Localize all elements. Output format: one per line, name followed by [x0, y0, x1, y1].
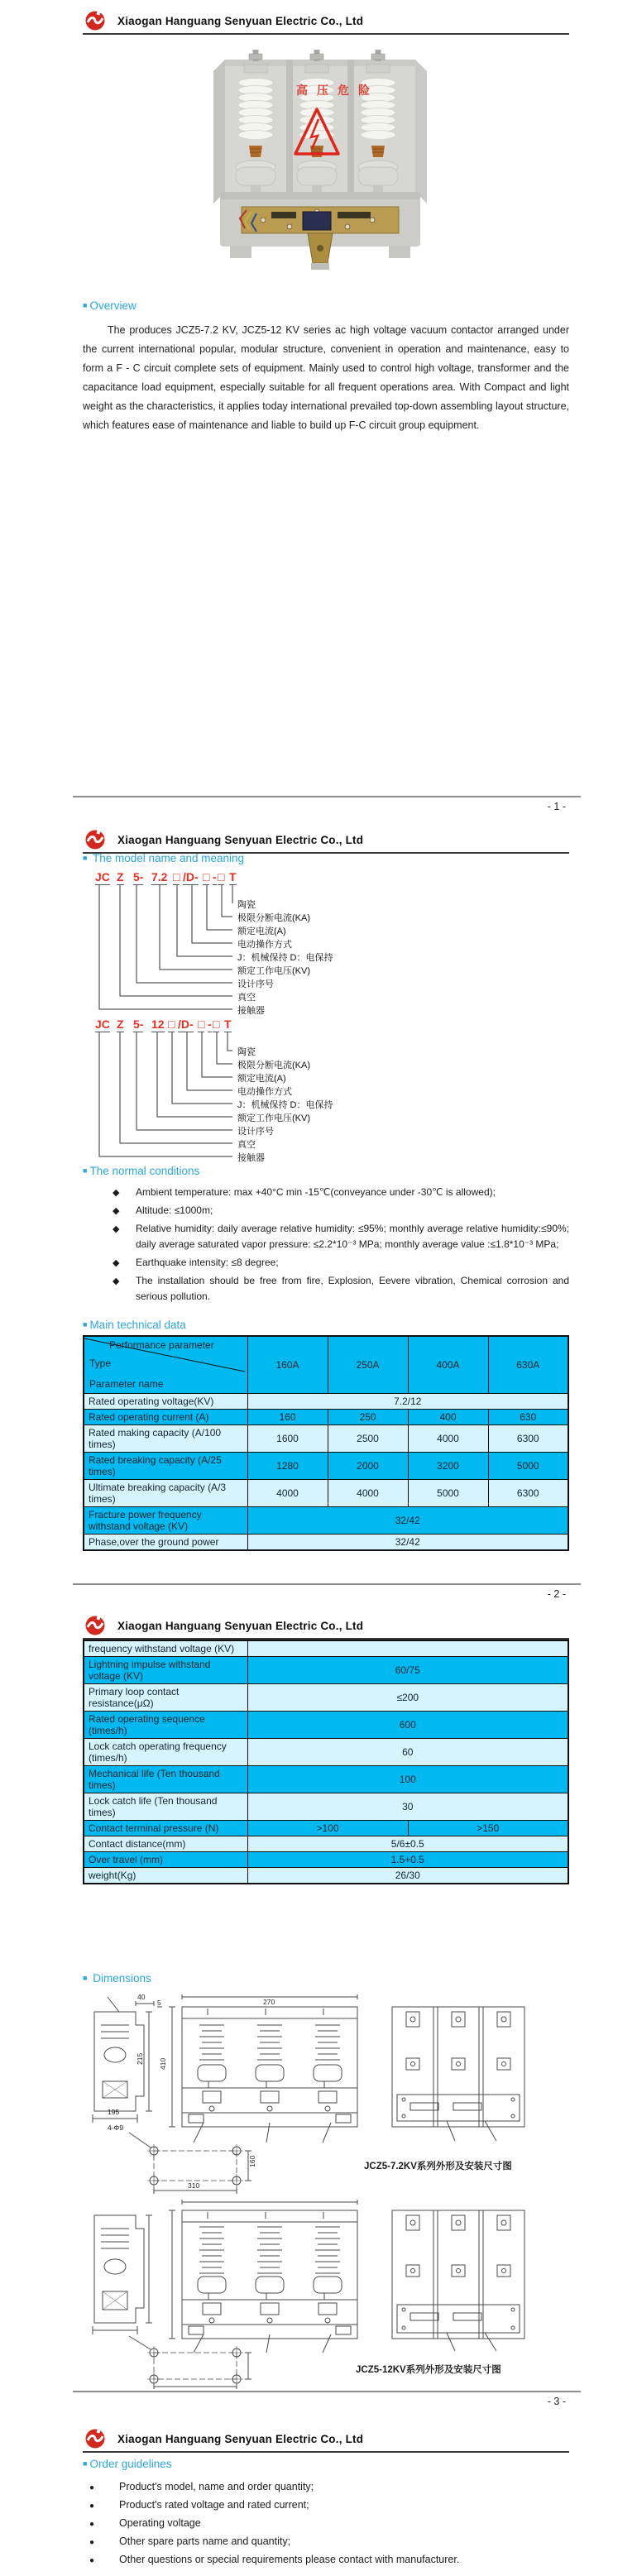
model-meaning-label: J：机械保持 D：电保持 [237, 1100, 333, 1110]
bullet-icon: ◆ [113, 1188, 120, 1198]
row-label: Rated operating voltage(KV) [84, 1394, 247, 1410]
section-marker-icon: ■ [83, 854, 88, 862]
model-meaning-label: 额定电流(A) [237, 926, 286, 936]
cell-value: 32/42 [247, 1507, 568, 1535]
table-row [84, 1657, 568, 1684]
row-label: frequency withstand voltage (KV) [84, 1640, 247, 1657]
column-header: 630A [488, 1336, 568, 1394]
table-row [84, 1394, 568, 1410]
table-row [84, 1535, 568, 1551]
list-item [83, 2514, 569, 2532]
section-title: The normal conditions [89, 1165, 200, 1177]
model-meaning-label: 极限分断电流(KA) [237, 1061, 310, 1070]
page-divider [73, 1583, 581, 1585]
model-code-segment: JC [95, 870, 110, 883]
list-item-text: Earthquake intensity: ≤8 degree; [136, 1257, 279, 1268]
cell-value: 1280 [247, 1453, 328, 1480]
model-meaning-label: 额定工作电压(KV) [237, 1113, 310, 1123]
model-code-segment: T [229, 870, 237, 883]
section-title: Overview [89, 299, 136, 312]
model-code-segment: 5- [133, 870, 144, 883]
page-4 [0, 2420, 637, 2576]
model-code-segment: JC [95, 1017, 110, 1031]
bullet-icon: ● [89, 2483, 95, 2492]
row-label: Lock catch life (Ten thousand times) [84, 1793, 247, 1821]
product-photo [213, 46, 427, 288]
section-heading-technical-data [83, 1319, 186, 1331]
row-label: weight(Kg) [84, 1868, 247, 1884]
model-meaning-label: 陶瓷 [237, 900, 256, 910]
cell-value: 3200 [408, 1453, 488, 1480]
model-meaning-label: 设计序号 [237, 1127, 274, 1137]
list-item-text: The installation should be free from fire, Explosion, Eevere vibration, Chemical corrosion and serious pollution. [136, 1275, 569, 1302]
cell-value: 7.2/12 [247, 1394, 568, 1410]
technical-data-table-continued [83, 1640, 569, 1884]
company-name: Xiaogan Hanguang Senyuan Electric Co., Ltd [117, 1620, 364, 1632]
list-item [109, 1221, 569, 1252]
cell-value: 60/75 [247, 1657, 568, 1684]
table-row [84, 1640, 568, 1657]
model-code-segment: /D- [183, 870, 199, 883]
model-diagram-7kv [95, 870, 558, 1016]
model-meaning-label: 接触器 [237, 1153, 265, 1163]
model-code-segment: □ [218, 870, 225, 883]
model-meaning-label: 额定工作电压(KV) [237, 966, 310, 976]
list-item-text: Other spare parts name and quantity; [119, 2535, 291, 2547]
model-meaning-label: 电动操作方式 [237, 1087, 292, 1097]
row-label: Rated breaking capacity (A/25 times) [84, 1453, 247, 1480]
cell-value: 6300 [488, 1480, 568, 1507]
row-label: Fracture power frequency withstand voltage (KV) [84, 1507, 247, 1535]
page-number: - 1 - [547, 801, 566, 812]
row-label: Primary loop contact resistance(μΩ) [84, 1684, 247, 1712]
section-marker-icon: ■ [83, 1974, 88, 1982]
bullet-icon: ◆ [113, 1276, 120, 1286]
model-diagram-12kv [95, 1017, 558, 1163]
row-label: Over travel (mm) [84, 1852, 247, 1868]
table-row [84, 1684, 568, 1712]
page-divider [73, 796, 581, 797]
cell-value: 2500 [328, 1425, 408, 1453]
cell-value: 30 [247, 1793, 568, 1821]
list-item [109, 1185, 569, 1200]
cell-value: 250 [328, 1410, 408, 1425]
table-row [84, 1425, 568, 1453]
model-code-segment: - [213, 870, 217, 883]
row-label: Lock catch operating frequency (times/h) [84, 1739, 247, 1766]
list-item-text: Altitude: ≤1000m; [136, 1204, 213, 1216]
order-guidelines-list [83, 2478, 569, 2569]
table-row [84, 1410, 568, 1425]
bullet-icon: ● [89, 2556, 95, 2565]
section-title: Order guidelines [89, 2458, 172, 2470]
dim-label: 215 [136, 2052, 144, 2065]
model-code-segment: Z [117, 870, 124, 883]
table-row [84, 1852, 568, 1868]
row-label: Ultimate breaking capacity (A/3 times) [84, 1480, 247, 1507]
table-row [84, 1453, 568, 1480]
row-label: Contact terminal pressure (N) [84, 1821, 247, 1836]
corner-cell [84, 1336, 247, 1394]
list-item [109, 1203, 569, 1219]
list-item [83, 2496, 569, 2514]
model-meaning-label: 额定电流(A) [237, 1074, 286, 1084]
bullet-icon: ● [89, 2502, 95, 2511]
page-2 [0, 821, 637, 1606]
cell-value: 60 [247, 1739, 568, 1766]
cell-value: 5000 [488, 1453, 568, 1480]
page-header [83, 1613, 569, 1640]
company-logo [84, 829, 106, 850]
model-code-segment: 7.2 [151, 870, 168, 883]
overview-paragraph: The produces JCZ5-7.2 KV, JCZ5-12 KV series ac high voltage vacuum contactor arranged under the current international popular, modular structure, convenient in operation and maintenance, easy to form a F - C circuit complete sets of equipment. Mainly used to control high voltage, transformer and the capacitance load equipment, especially suitable for all frequent operations area. With Compact and light weight as the characteristics, it applies today international prevailed top-down assembling layout structure, which features ease of maintenance and liable to build up F-C circuit group equipment. [83, 324, 569, 431]
company-logo [84, 1615, 106, 1636]
bullet-icon: ● [89, 2520, 95, 2529]
company-logo [84, 10, 106, 31]
table-row [84, 1766, 568, 1793]
list-item [83, 2478, 569, 2496]
row-label: Contact distance(mm) [84, 1836, 247, 1852]
column-header: 160A [247, 1336, 328, 1394]
model-meaning-label: 真空 [237, 1140, 256, 1150]
row-label: Lightning impulse withstand voltage (KV) [84, 1657, 247, 1684]
row-label: Rated making capacity (A/100 times) [84, 1425, 247, 1453]
model-code-segment: T [224, 1017, 232, 1031]
dimension-drawing-12kv [83, 2199, 569, 2389]
cell-value: 630 [488, 1410, 568, 1425]
cell-value: ≤200 [247, 1684, 568, 1712]
model-meaning-label: 真空 [237, 993, 256, 1003]
corner-label-3: Parameter name [89, 1378, 164, 1390]
section-heading-dimensions [83, 1972, 151, 1985]
list-item-text: Relative humidity: daily average relative humidity: ≤95%; monthly average relative humidity:≤90%; daily average saturated vapor pressure: ≤2.2*10⁻³ MPa; monthly average value :≤1.8*10⁻³ MPa; [136, 1223, 569, 1250]
section-heading-model [83, 852, 244, 864]
dim-label: 195 [108, 2108, 120, 2116]
model-code-segment: □ [173, 870, 180, 883]
cell-value: 600 [247, 1712, 568, 1739]
corner-label-2: Type [89, 1357, 112, 1369]
cell-value: 100 [247, 1766, 568, 1793]
section-heading-order-guidelines [83, 2458, 172, 2470]
model-meaning-label: 设计序号 [237, 979, 274, 989]
list-item-text: Product's model, name and order quantity; [119, 2481, 314, 2492]
cell-value [247, 1640, 568, 1657]
column-header: 250A [328, 1336, 408, 1394]
model-code-segment: 5- [133, 1017, 144, 1031]
cell-value: 26/30 [247, 1868, 568, 1884]
section-marker-icon: ■ [83, 1320, 88, 1329]
section-title: Dimensions [93, 1972, 151, 1985]
model-code-segment: □ [213, 1017, 220, 1031]
cell-value: 400 [408, 1410, 488, 1425]
dim-label: 160 [248, 2155, 256, 2167]
list-item [109, 1273, 569, 1305]
table-header-row [84, 1336, 568, 1394]
table-row [84, 1821, 568, 1836]
section-marker-icon: ■ [83, 2459, 88, 2468]
table-row [84, 1836, 568, 1852]
model-code-segment: Z [117, 1017, 124, 1031]
cell-value: 32/42 [247, 1535, 568, 1551]
page-header [83, 8, 569, 35]
list-item-text: Operating voltage [119, 2517, 201, 2529]
cell-value: 160 [247, 1410, 328, 1425]
section-marker-icon: ■ [83, 301, 88, 309]
company-name: Xiaogan Hanguang Senyuan Electric Co., Ltd [117, 15, 364, 27]
dim-label: 270 [263, 1998, 275, 2006]
model-code-segment: □ [203, 870, 210, 883]
cell-value: 2000 [328, 1453, 408, 1480]
technical-data-table [83, 1335, 569, 1551]
list-item [83, 2532, 569, 2550]
dimension-drawing-7kv [83, 1989, 569, 2195]
bullet-icon: ● [89, 2538, 95, 2547]
corner-label-1: Performance parameter [109, 1339, 214, 1351]
section-title: Main technical data [89, 1319, 186, 1331]
page-1 [0, 0, 637, 821]
drawing-caption: JCZ5-12KV系列外形及安装尺寸图 [356, 2365, 501, 2375]
model-code-segment: 12 [151, 1017, 165, 1031]
cell-value: 1600 [247, 1425, 328, 1453]
page-number: - 2 - [547, 1588, 566, 1600]
table-row [84, 1712, 568, 1739]
page-header [83, 2426, 569, 2453]
page-number: - 3 - [547, 2396, 566, 2407]
company-name: Xiaogan Hanguang Senyuan Electric Co., Ltd [117, 2433, 364, 2445]
row-label: Phase,over the ground power [84, 1535, 247, 1551]
dim-label: 310 [188, 2181, 200, 2190]
model-meaning-label: 陶瓷 [237, 1047, 256, 1057]
section-heading-conditions [83, 1165, 199, 1177]
cell-value: 4000 [247, 1480, 328, 1507]
table-row [84, 1480, 568, 1507]
dim-label: 5 [157, 1999, 161, 2007]
company-logo [84, 2428, 106, 2449]
drawing-caption: JCZ5-7.2KV系列外形及安装尺寸图 [364, 2162, 512, 2171]
company-name: Xiaogan Hanguang Senyuan Electric Co., Ltd [117, 834, 364, 846]
cell-value: 5/6±0.5 [247, 1836, 568, 1852]
model-code-segment: □ [198, 1017, 205, 1031]
section-heading-overview [83, 299, 136, 312]
cell-value: 5000 [408, 1480, 488, 1507]
page-header [83, 827, 569, 854]
bullet-icon: ◆ [113, 1224, 120, 1234]
column-header: 400A [408, 1336, 488, 1394]
list-item [83, 2550, 569, 2569]
model-meaning-label: 接触器 [237, 1006, 265, 1016]
dim-label: 4-Φ9 [108, 2124, 124, 2132]
model-code-segment: □ [168, 1017, 175, 1031]
model-code-segment: - [208, 1017, 212, 1031]
dim-label: 410 [159, 2057, 167, 2070]
model-meaning-label: 极限分断电流(KA) [237, 913, 310, 923]
model-diagram-lines [95, 885, 558, 1014]
table-row [84, 1507, 568, 1535]
cell-value: 4000 [408, 1425, 488, 1453]
section-title: The model name and meaning [92, 852, 245, 864]
row-label: Rated operating current (A) [84, 1410, 247, 1425]
high-voltage-warning-text: 高压危险 [296, 84, 379, 97]
page-divider [73, 2391, 581, 2392]
cell-value: 1.5+0.5 [247, 1852, 568, 1868]
model-code-segment: /D- [178, 1017, 194, 1031]
table-row [84, 1793, 568, 1821]
cell-value: 6300 [488, 1425, 568, 1453]
dim-label: 40 [137, 1993, 146, 2001]
table-row [84, 1739, 568, 1766]
list-item-text: Product's rated voltage and rated current; [119, 2499, 309, 2511]
model-meaning-label: 电动操作方式 [237, 940, 292, 950]
cell-value: >100 [247, 1821, 408, 1836]
bullet-icon: ◆ [113, 1206, 120, 1216]
list-item-text: Ambient temperature: max +40°C min -15℃(conveyance under -30℃ is allowed); [136, 1186, 496, 1198]
model-meaning-label: J：机械保持 D：电保持 [237, 953, 333, 963]
table-row [84, 1868, 568, 1884]
bullet-icon: ◆ [113, 1258, 120, 1268]
page-3 [0, 1606, 637, 2420]
model-diagram-lines [95, 1032, 558, 1161]
row-label: Mechanical life (Ten thousand times) [84, 1766, 247, 1793]
list-item [109, 1255, 569, 1271]
conditions-list [109, 1185, 569, 1307]
row-label: Rated operating sequence (times/h) [84, 1712, 247, 1739]
list-item-text: Other questions or special requirements please contact with manufacturer. [119, 2554, 460, 2565]
cell-value: >150 [408, 1821, 568, 1836]
cell-value: 4000 [328, 1480, 408, 1507]
section-marker-icon: ■ [83, 1166, 88, 1175]
